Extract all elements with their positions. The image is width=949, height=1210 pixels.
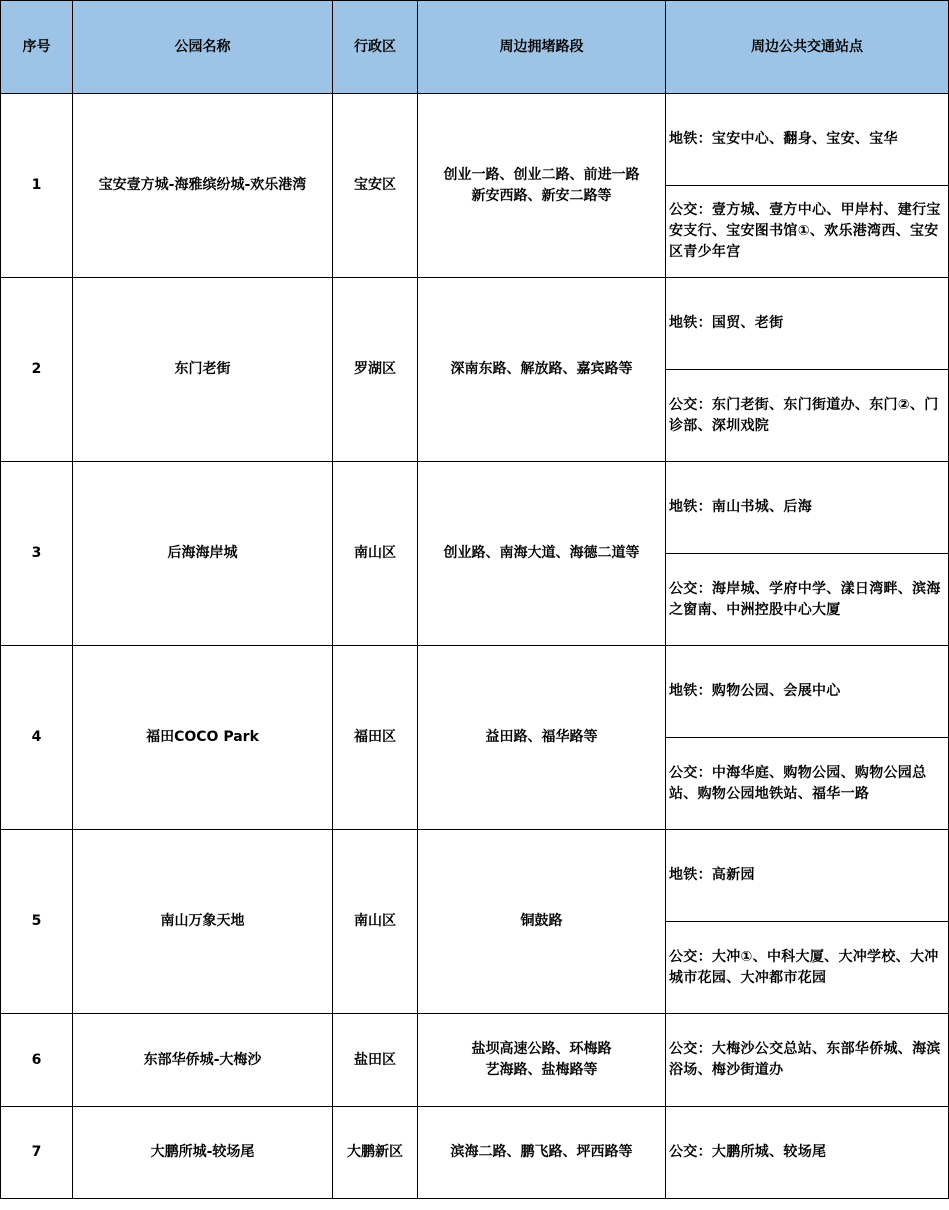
cell-metro: 地铁：购物公园、会展中心 (666, 646, 949, 738)
cell-index: 4 (1, 646, 73, 830)
cell-bus: 公交：东门老街、东门街道办、东门②、门诊部、深圳戏院 (666, 370, 949, 462)
cell-metro: 地铁：南山书城、后海 (666, 462, 949, 554)
table-row (1, 94, 949, 186)
cell-park-name: 大鹏所城-较场尾 (73, 1107, 333, 1199)
cell-district: 南山区 (333, 830, 418, 1014)
cell-bus: 公交：大冲①、中科大厦、大冲学校、大冲城市花园、大冲都市花园 (666, 922, 949, 1014)
cell-bus: 公交：海岸城、学府中学、漾日湾畔、滨海之窗南、中洲控股中心大厦 (666, 554, 949, 646)
cell-park-name: 福田COCO Park (73, 646, 333, 830)
cell-metro: 地铁：高新园 (666, 830, 949, 922)
cell-metro: 地铁：国贸、老街 (666, 278, 949, 370)
header-district: 行政区 (333, 1, 418, 94)
cell-bus: 公交：大鹏所城、较场尾 (666, 1107, 949, 1199)
cell-park-name: 后海海岸城 (73, 462, 333, 646)
table-row (1, 462, 949, 554)
cell-roads: 创业路、南海大道、海德二道等 (418, 462, 666, 646)
cell-index: 2 (1, 278, 73, 462)
table-row (1, 278, 949, 370)
cell-park-name: 宝安壹方城-海雅缤纷城-欢乐港湾 (73, 94, 333, 278)
header-row (1, 1, 949, 94)
cell-district: 大鹏新区 (333, 1107, 418, 1199)
header-park-name: 公园名称 (73, 1, 333, 94)
header-roads: 周边拥堵路段 (418, 1, 666, 94)
cell-roads: 益田路、福华路等 (418, 646, 666, 830)
cell-metro: 地铁：宝安中心、翻身、宝安、宝华 (666, 94, 949, 186)
cell-bus: 公交：壹方城、壹方中心、甲岸村、建行宝安支行、宝安图书馆①、欢乐港湾西、宝安区青少年宫 (666, 186, 949, 278)
cell-roads: 深南东路、解放路、嘉宾路等 (418, 278, 666, 462)
table-row (1, 646, 949, 738)
cell-index: 6 (1, 1014, 73, 1107)
cell-bus: 公交：大梅沙公交总站、东部华侨城、海滨浴场、梅沙街道办 (666, 1014, 949, 1107)
cell-index: 5 (1, 830, 73, 1014)
cell-index: 3 (1, 462, 73, 646)
cell-bus: 公交：中海华庭、购物公园、购物公园总站、购物公园地铁站、福华一路 (666, 738, 949, 830)
cell-district: 罗湖区 (333, 278, 418, 462)
table-row (1, 830, 949, 922)
cell-index: 1 (1, 94, 73, 278)
cell-roads: 创业一路、创业二路、前进一路 新安西路、新安二路等 (418, 94, 666, 278)
table-row (1, 1107, 949, 1199)
cell-district: 福田区 (333, 646, 418, 830)
cell-district: 南山区 (333, 462, 418, 646)
cell-park-name: 南山万象天地 (73, 830, 333, 1014)
cell-district: 宝安区 (333, 94, 418, 278)
cell-park-name: 东部华侨城-大梅沙 (73, 1014, 333, 1107)
cell-index: 7 (1, 1107, 73, 1199)
header-index: 序号 (1, 1, 73, 94)
cell-roads: 铜鼓路 (418, 830, 666, 1014)
table-row (1, 1014, 949, 1107)
header-transit: 周边公共交通站点 (666, 1, 949, 94)
cell-roads: 盐坝高速公路、环梅路 艺海路、盐梅路等 (418, 1014, 666, 1107)
cell-district: 盐田区 (333, 1014, 418, 1107)
cell-roads: 滨海二路、鹏飞路、坪西路等 (418, 1107, 666, 1199)
cell-park-name: 东门老街 (73, 278, 333, 462)
